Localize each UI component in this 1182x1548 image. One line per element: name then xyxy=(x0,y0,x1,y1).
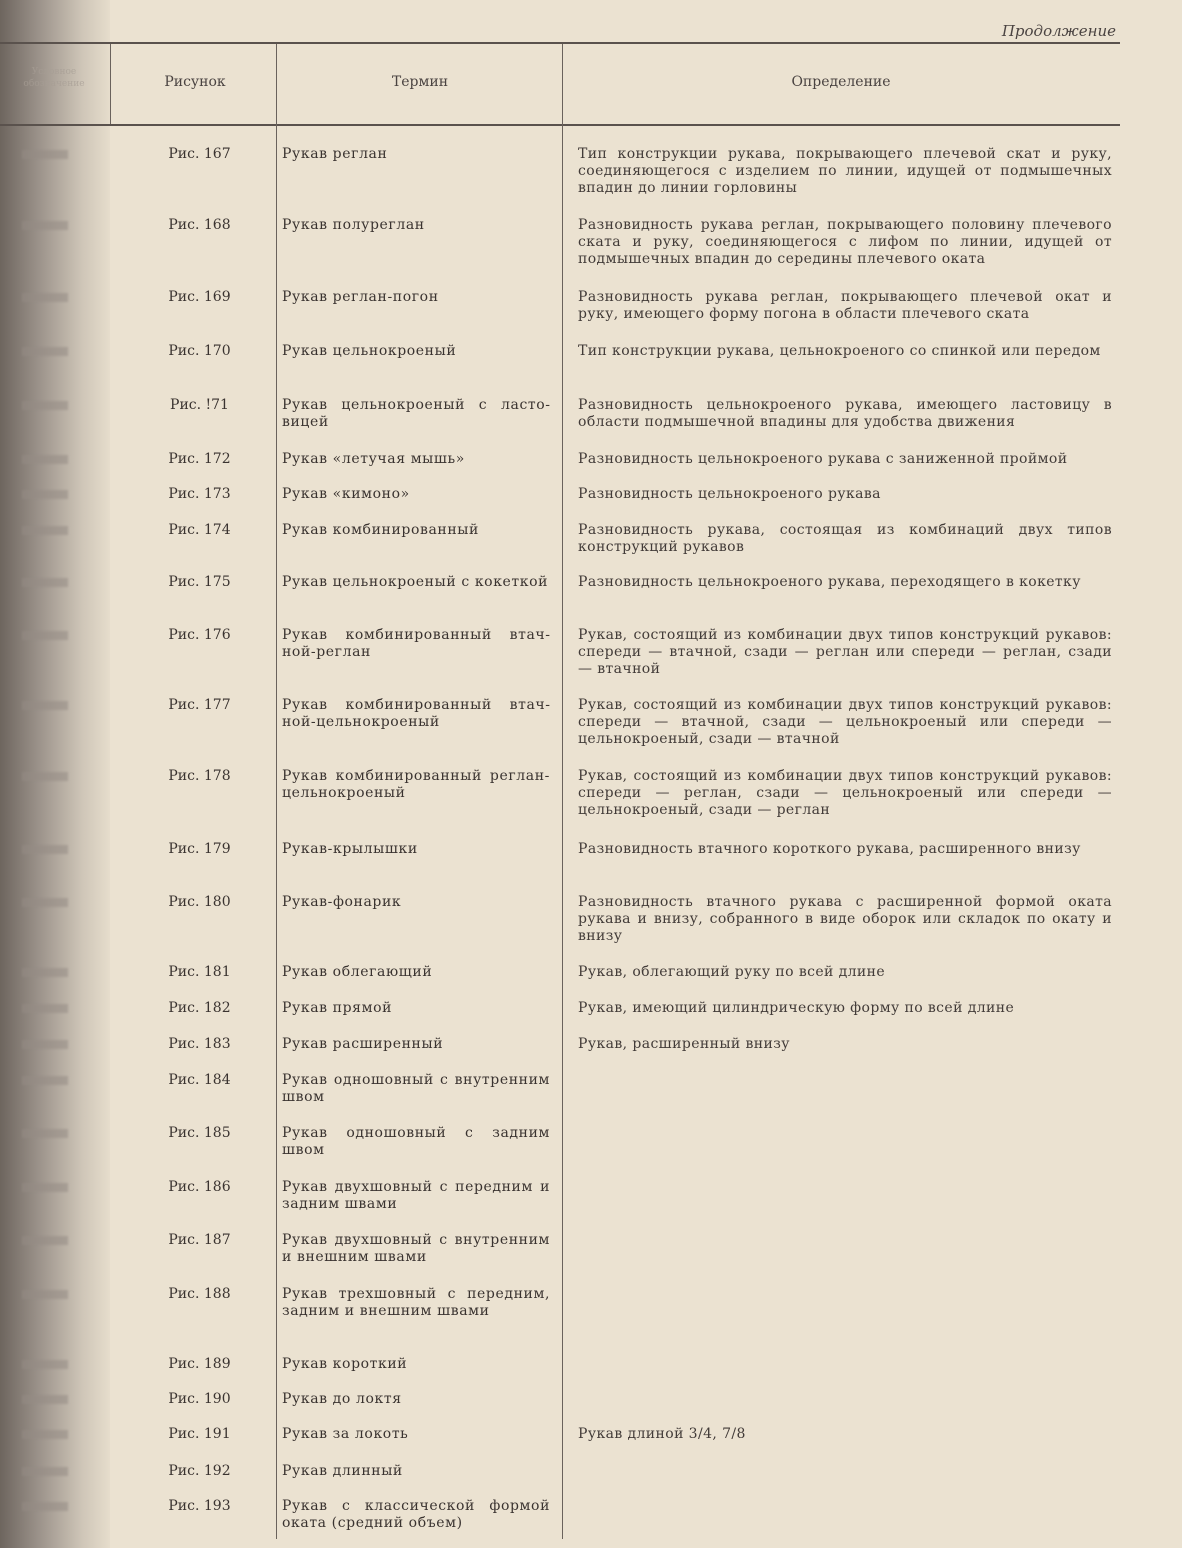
row-figure: Рис. 176 xyxy=(168,627,231,643)
row-term: Рукав облегающий xyxy=(282,964,433,980)
row-definition: Тип конструкции рукава, покрывающего плечевой скат и руку, соединяющегося с изделием по линии, идущей от подмышечных впадин до линии горловины xyxy=(578,146,1112,196)
row-term: Рукав-фонарик xyxy=(282,894,402,910)
row-term: Рукав цельнокроеный с кокеткой xyxy=(282,574,549,590)
row-figure: Рис. 178 xyxy=(168,768,231,784)
row-figure: Рис. 172 xyxy=(168,451,231,467)
row-figure: Рис. 192 xyxy=(168,1463,231,1479)
row-figure: Рис. 187 xyxy=(168,1232,231,1248)
row-figure: Рис. 175 xyxy=(168,574,231,590)
row-figure: Рис. 179 xyxy=(168,841,231,857)
row-term: Рукав короткий xyxy=(282,1356,408,1372)
row-term: Рукав «летучая мышь» xyxy=(282,451,465,467)
row-term: Рукав с классической формой оката (средний объем) xyxy=(282,1498,550,1531)
row-code-blurred xyxy=(22,401,68,410)
row-term: Рукав комбинированный втачной-реглан xyxy=(282,627,550,660)
header-definition: Определение xyxy=(791,74,891,90)
row-figure: Рис. 177 xyxy=(168,697,231,713)
row-code-blurred xyxy=(22,150,68,159)
row-term: Рукав реглан-погон xyxy=(282,289,439,305)
row-figure: Рис. 183 xyxy=(168,1036,231,1052)
row-figure: Рис. 169 xyxy=(168,289,231,305)
row-term: Рукав одношовный с внутренним швом xyxy=(282,1072,550,1105)
row-code-blurred xyxy=(22,490,68,499)
row-code-blurred xyxy=(22,1290,68,1299)
row-definition: Разновидность цельнокроеного рукава xyxy=(578,486,881,502)
row-definition: Разновидность рукава, состоящая из комбинаций двух типов конструкций рукавов xyxy=(578,522,1112,555)
row-code-blurred xyxy=(22,1467,68,1476)
header-bottom-rule xyxy=(0,124,1120,126)
row-figure: Рис. 174 xyxy=(168,522,231,538)
row-code-blurred xyxy=(22,1129,68,1138)
row-term: Рукав одношовный с задним швом xyxy=(282,1125,550,1158)
row-code-blurred xyxy=(22,1502,68,1511)
row-code-blurred xyxy=(22,1004,68,1013)
column-divider-figure xyxy=(276,44,277,1539)
row-code-blurred xyxy=(22,898,68,907)
row-term: Рукав расширенный xyxy=(282,1036,444,1052)
header-code: Условное обозначение xyxy=(23,67,85,89)
continuation-label: Продолжение xyxy=(1001,22,1116,40)
row-term: Рукав реглан xyxy=(282,146,388,162)
row-figure: Рис. 185 xyxy=(168,1125,231,1141)
row-code-blurred xyxy=(22,526,68,535)
row-definition: Разновидность цельнокроеного рукава, имеющего ластовицу в области подмышечной впадины для удобства движения xyxy=(578,397,1112,430)
row-definition: Тип конструкции рукава, цельнокроеного со спинкой или передом xyxy=(578,343,1101,359)
row-code-blurred xyxy=(22,1430,68,1439)
header-figure: Рисунок xyxy=(164,74,226,90)
row-term: Рукав комбинированный втачной-цельнокроеный xyxy=(282,697,550,730)
row-code-blurred xyxy=(22,1040,68,1049)
row-code-blurred xyxy=(22,221,68,230)
row-figure: Рис. 181 xyxy=(168,964,231,980)
row-code-blurred xyxy=(22,1395,68,1404)
row-figure: Рис. 180 xyxy=(168,894,231,910)
row-code-blurred xyxy=(22,293,68,302)
row-figure: Рис. !71 xyxy=(170,397,229,413)
row-figure: Рис. 186 xyxy=(168,1179,231,1195)
row-definition: Разновидность втачного рукава с расширенной формой оката рукава и внизу, собранного в виде оборок или складок по окату и внизу xyxy=(578,894,1112,944)
row-figure: Рис. 170 xyxy=(168,343,231,359)
row-figure: Рис. 193 xyxy=(168,1498,231,1514)
column-divider-term xyxy=(562,44,563,1539)
row-definition: Рукав, облегающий руку по всей длине xyxy=(578,964,886,980)
row-code-blurred xyxy=(22,1183,68,1192)
row-definition: Разновидность рукава реглан, покрывающего плечевой окат и руку, имеющего форму погона в области плечевого ската xyxy=(578,289,1112,322)
row-figure: Рис. 182 xyxy=(168,1000,231,1016)
row-figure: Рис. 189 xyxy=(168,1356,231,1372)
row-definition: Рукав, состоящий из комбинации двух типов конструкций рукавов: спереди — втачной, сзади — реглан или спереди — реглан, сзади — втачной xyxy=(578,627,1112,677)
row-term: Рукав до локтя xyxy=(282,1391,402,1407)
row-term: Рукав за локоть xyxy=(282,1426,409,1442)
row-definition: Разновидность втачного короткого рукава, расширенного внизу xyxy=(578,841,1081,857)
row-definition: Рукав, расширенный внизу xyxy=(578,1036,790,1052)
row-term: Рукав длинный xyxy=(282,1463,403,1479)
row-term: Рукав двухшовный с внутренним и внешним швами xyxy=(282,1232,550,1265)
row-term: Рукав двухшовный с передним и задним швами xyxy=(282,1179,550,1212)
row-definition: Разновидность цельнокроеного рукава с заниженной проймой xyxy=(578,451,1068,467)
row-code-blurred xyxy=(22,845,68,854)
row-term: Рукав-крылышки xyxy=(282,841,418,857)
row-figure: Рис. 173 xyxy=(168,486,231,502)
row-definition: Рукав, имеющий цилиндрическую форму по всей длине xyxy=(578,1000,1015,1016)
row-definition: Рукав, состоящий из комбинации двух типов конструкций рукавов: спереди — реглан, сзади — цельнокроеный или спереди — цельнокроеный, сзади — реглан xyxy=(578,768,1112,818)
row-term: Рукав «кимоно» xyxy=(282,486,410,502)
table-top-rule xyxy=(0,42,1120,44)
row-code-blurred xyxy=(22,347,68,356)
row-code-blurred xyxy=(22,455,68,464)
row-definition: Рукав длиной 3/4, 7/8 xyxy=(578,1426,746,1442)
row-code-blurred xyxy=(22,1076,68,1085)
row-figure: Рис. 190 xyxy=(168,1391,231,1407)
column-divider-code xyxy=(110,44,111,124)
row-code-blurred xyxy=(22,578,68,587)
row-term: Рукав цельнокроеный xyxy=(282,343,457,359)
row-term: Рукав трехшовный с передним, задним и внешним швами xyxy=(282,1286,550,1319)
row-code-blurred xyxy=(22,631,68,640)
row-code-blurred xyxy=(22,968,68,977)
row-term: Рукав комбинированный реглан-цельнокроеный xyxy=(282,768,550,801)
row-code-blurred xyxy=(22,1236,68,1245)
row-definition: Разновидность рукава реглан, покрывающего половину плечевого ската и руку, соединяющегося с лифом по линии, идущей от подмышечных впадин до середины плечевого оката xyxy=(578,217,1112,267)
row-figure: Рис. 184 xyxy=(168,1072,231,1088)
row-code-blurred xyxy=(22,1360,68,1369)
row-code-blurred xyxy=(22,701,68,710)
row-figure: Рис. 168 xyxy=(168,217,231,233)
row-term: Рукав полуреглан xyxy=(282,217,425,233)
row-figure: Рис. 188 xyxy=(168,1286,231,1302)
row-figure: Рис. 191 xyxy=(168,1426,231,1442)
row-term: Рукав комбинированный xyxy=(282,522,479,538)
row-figure: Рис. 167 xyxy=(168,146,231,162)
row-definition: Рукав, состоящий из комбинации двух типов конструкций рукавов: спереди — втачной, сзади — цельнокроеный или спереди — цельнокроеный, сзади — втачной xyxy=(578,697,1112,747)
row-term: Рукав прямой xyxy=(282,1000,393,1016)
row-definition: Разновидность цельнокроеного рукава, переходящего в кокетку xyxy=(578,574,1081,590)
row-term: Рукав цельнокроеный с ластовицей xyxy=(282,397,550,430)
header-term: Термин xyxy=(391,74,449,90)
row-code-blurred xyxy=(22,772,68,781)
